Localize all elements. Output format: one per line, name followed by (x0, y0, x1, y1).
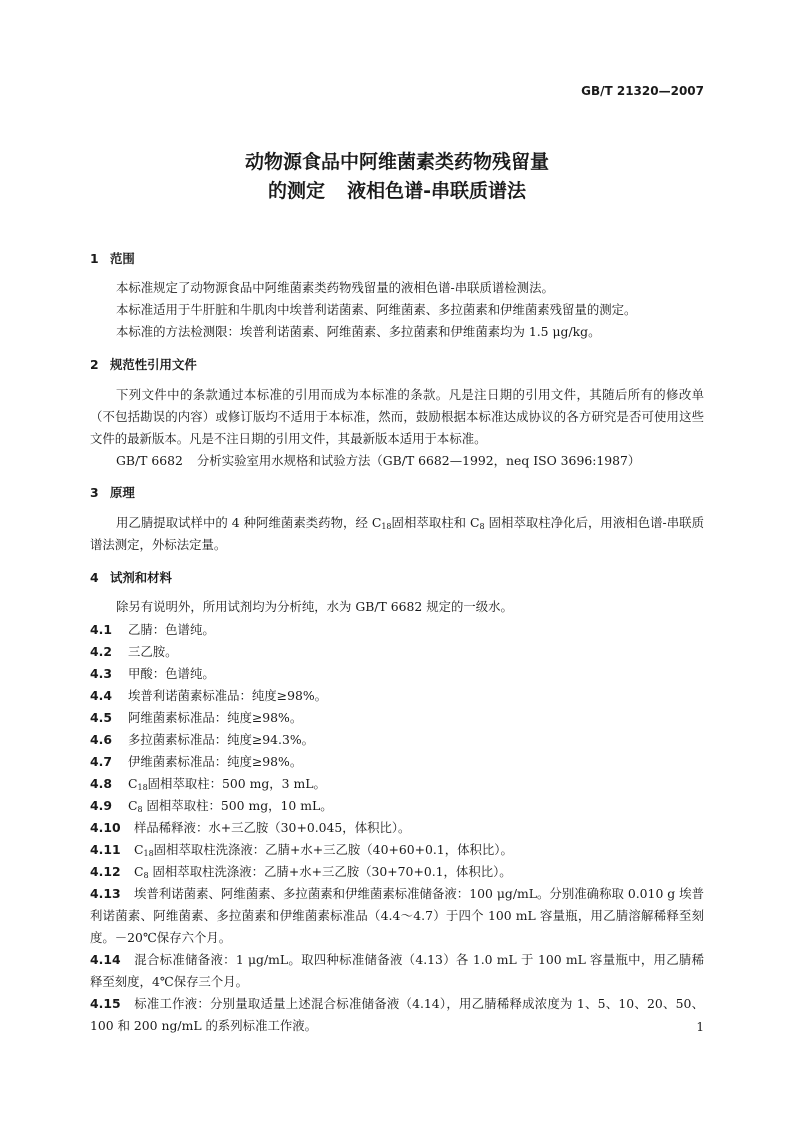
item-4-5: 4.5 阿维菌素标准品：纯度≥98%。 (90, 710, 303, 725)
section-3-title: 原理 (110, 485, 135, 500)
item-4-12: 4.12 $C_8$ 固相萃取柱洗涤液：乙腈+水+三乙胺（30+70+0.1，体积比）。 (90, 864, 512, 880)
document-body (90, 0, 704, 1123)
title-line-2-part-a: 的测定 (268, 180, 326, 202)
section-2-title: 规范性引用文件 (110, 357, 197, 372)
section-4-heading: 4 试剂和材料 (90, 570, 172, 585)
item-4-7: 4.7 伊维菌素标准品：纯度≥98%。 (90, 754, 303, 769)
section-1-title: 范围 (110, 251, 135, 266)
normative-reference (116, 450, 640, 472)
item-4-10: 4.10 样品稀释液：水+三乙胺（30+0.045，体积比）。 (90, 820, 411, 835)
section-3-heading: 3 原理 (90, 485, 135, 500)
page-number: 1 (696, 1020, 704, 1034)
section-3-para-1: 用乙腈提取试样中的 4 种阿维菌素类药物，经 $C_{18}$固相萃取柱和 $C_8$ 固相萃取柱净化后，用液相色谱-串联质谱法测定，外标法定量。 (90, 515, 704, 552)
item-4-6: 4.6 多拉菌素标准品：纯度≥94.3%。 (90, 732, 315, 747)
section-1-para-3: 本标准的方法检测限：埃普利诺菌素、阿维菌素、多拉菌素和伊维菌素均为 1.5 μg/kg。 (116, 324, 601, 339)
section-1-para-2: 本标准适用于牛肝脏和牛肌肉中埃普利诺菌素、阿维菌素、多拉菌素和伊维菌素残留量的测定。 (116, 302, 637, 317)
item-4-1: 4.1 乙腈：色谱纯。 (90, 622, 215, 637)
reference-title: 分析实验室用水规格和试验方法（GB/T 6682—1992，neq ISO 3696:1987） (196, 453, 641, 468)
section-4-title: 试剂和材料 (110, 570, 172, 585)
item-4-4: 4.4 埃普利诺菌素标准品：纯度≥98%。 (90, 688, 328, 703)
section-2-para-1: 下列文件中的条款通过本标准的引用而成为本标准的条款。凡是注日期的引用文件，其随后所有的修改单（不包括勘误的内容）或修订版均不适用于本标准，然而，鼓励根据本标准达成协议的各方研究是否可使用这些文件的最新版本。凡是不注日期的引用文件，其最新版本适用于本标准。 (90, 387, 704, 446)
title-line-2-part-b: 液相色谱-串联质谱法 (347, 180, 526, 202)
title-line-1: 动物源食品中阿维菌素类药物残留量 (244, 151, 549, 173)
item-4-9: 4.9 $C_8$ 固相萃取柱：500 mg，10 mL。 (90, 798, 333, 814)
item-4-3: 4.3 甲酸：色谱纯。 (90, 666, 215, 681)
section-2-heading: 2 规范性引用文件 (90, 357, 197, 372)
item-4-8: 4.8 $C_{18}$固相萃取柱：500 mg，3 mL。 (90, 776, 326, 792)
standard-code: GB/T 21320—2007 (581, 84, 704, 98)
item-4-13: 4.13 埃普利诺菌素、阿维菌素、多拉菌素和伊维菌素标准储备液：100 μg/mL。分别准确称取 0.010 g 埃普利诺菌素、阿维菌素、多拉菌素和伊维菌素标准品（4.4～4.7）于四个 100 mL 容量瓶，用乙腈溶解稀释至刻度。－20℃保存六个月。 (90, 886, 704, 945)
reference-code: GB/T 6682 (116, 453, 183, 468)
item-4-2: 4.2 三乙胺。 (90, 644, 178, 659)
section-1-heading: 1 范围 (90, 251, 135, 266)
item-4-11: 4.11 $C_{18}$固相萃取柱洗涤液：乙腈+水+三乙胺（40+60+0.1，体积比）。 (90, 842, 513, 858)
item-4-15: 4.15 标准工作液：分别量取适量上述混合标准储备液（4.14），用乙腈稀释成浓度为 1、5、10、20、50、100 和 200 ng/mL 的系列标准工作液。 (90, 996, 704, 1033)
section-4-intro: 除另有说明外，所用试剂均为分析纯，水为 GB/T 6682 规定的一级水。 (116, 599, 513, 614)
item-4-14: 4.14 混合标准储备液：1 μg/mL。取四种标准储备液（4.13）各 1.0 mL 于 100 mL 容量瓶中，用乙腈稀释至刻度，4℃保存三个月。 (90, 952, 704, 989)
section-1-para-1: 本标准规定了动物源食品中阿维菌素类药物残留量的液相色谱-串联质谱检测法。 (116, 280, 554, 295)
